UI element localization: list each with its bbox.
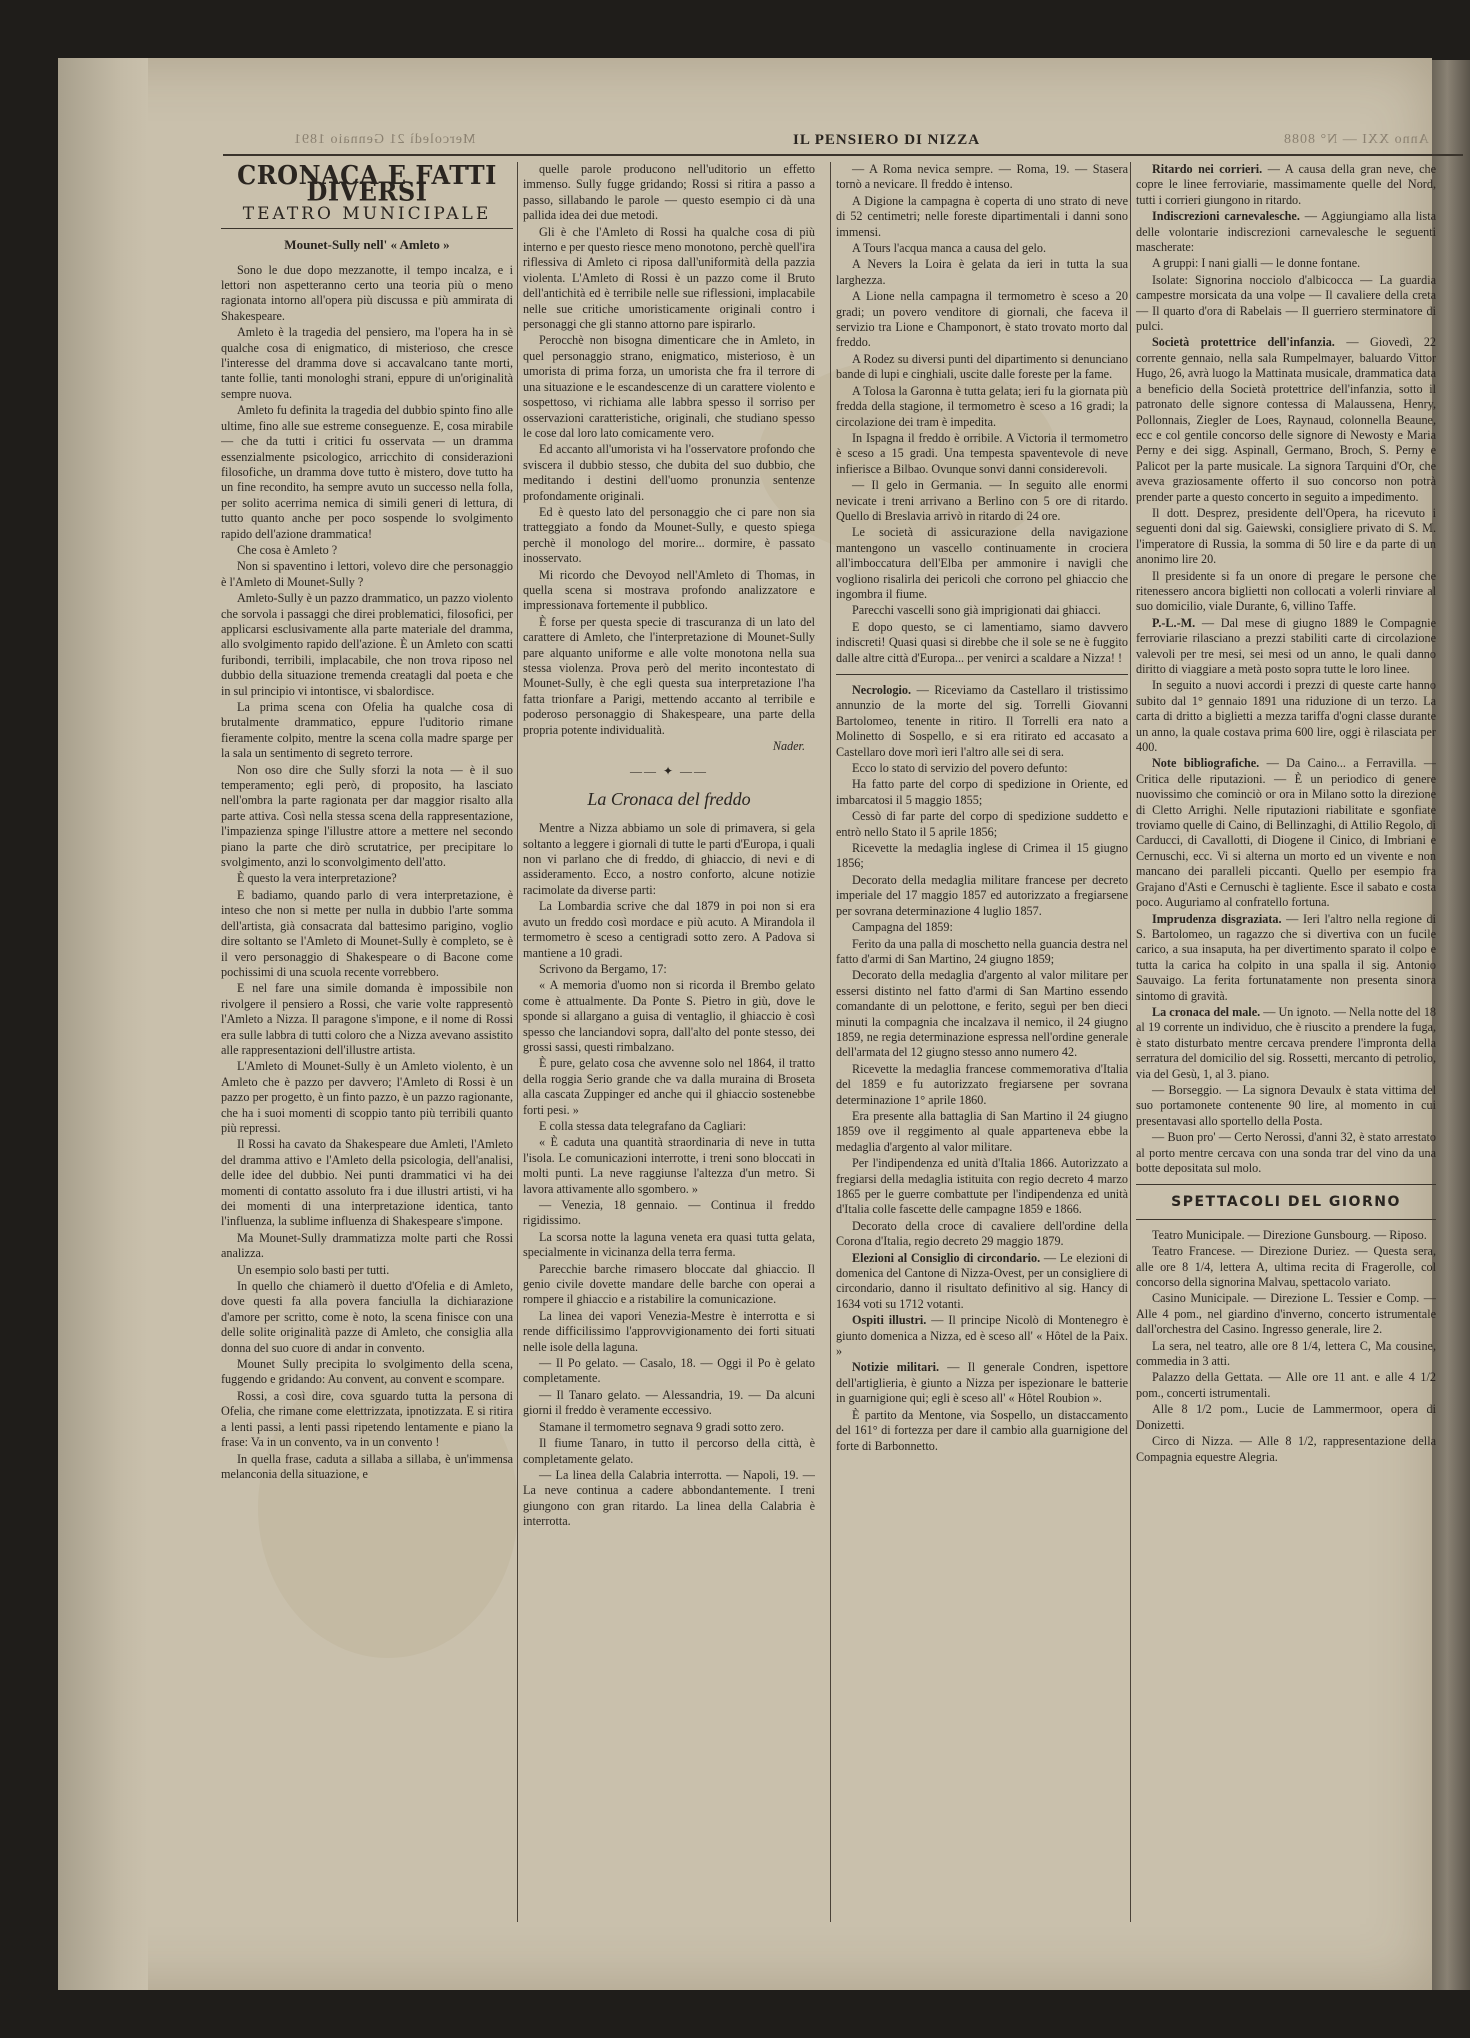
item-lead: Necrologio. xyxy=(852,683,912,697)
item-lead: Imprudenza disgraziata. xyxy=(1152,911,1282,926)
item-text: — A causa della gran neve, che copre le linee ferroviarie, massimamente quelle del Nord, tutti i corrieri giungono in ritardo. xyxy=(1136,162,1436,207)
paragraph: — La linea della Calabria interrotta. — Napoli, 19. — La neve continua a cadere abbondantemente. I treni giungono con gran ritardo. La linea della Calabria è interrotta. xyxy=(523,1467,815,1529)
column-4 xyxy=(1136,162,1436,1922)
paragraph: Teatro Municipale. — Direzione Gunsbourg. — Riposo. xyxy=(1152,1227,1427,1242)
paragraph: È pure, gelato cosa che avvenne solo nel 1864, il tratto della roggia Serio grande che va dalla muraina di Broseta alla cascata Zuppinger ed anche qui il ghiaccio sostenebbe forti pesi. » xyxy=(523,1056,815,1117)
column-rule xyxy=(830,162,831,1922)
news-item-cont: — Borseggio. — La signora Devaulx è stata vittima del suo portamonete contenente 90 lire, al momento in cui presentavasi allo sportello della Posta. xyxy=(1136,1082,1436,1128)
item-lead: Ospiti illustri. xyxy=(852,1313,927,1328)
paragraph: E badiamo, quando parlo di vera interpretazione, è inteso che non si mette per nulla in dubbio l'arte somma dell'artista, già consacrata dal battesimo parigino, voglio dire soltanto se l'Amleto di Mounet-Sully è completo, se è il vero personaggio di Shakespeare o di Bacone come pochissimi di una scuola recente vorrebbero. xyxy=(221,887,513,979)
news-item xyxy=(836,1251,1128,1313)
paragraph: La prima scena con Ofelia ha qualche cosa di brutalmente drammatico, eppure l'uditorio rimane fieramente colpito, mentre la scena colla madre sparge per la sala un sentimento di segreto terrore. xyxy=(221,700,513,761)
paragraph: Scrivono da Bergamo, 17: xyxy=(539,961,667,976)
paragraph: Ha fatto parte del corpo di spedizione in Oriente, ed imbarcatosi il 5 maggio 1855; xyxy=(836,777,1128,807)
paragraph: Amleto fu definita la tragedia del dubbio spinto fino alle ultime, fino alle sue estreme conseguenze. E, cosa mirabile — che da tutti i critici fu osservata — un dramma essenzialmente psicologico, arricchito di considerazioni filosofiche, un dramma dove tutto è mistero, dove tutto ha un fine recondito, ha sempre avuto un successo nella folla, per solito acerrima nemica di simili generi di lettura, di tutto quanto anche per poco sospende lo svolgimento rapido dell'azione drammatica! xyxy=(221,403,513,541)
article-title: Mounet-Sully nell' « Amleto » xyxy=(284,237,450,253)
paragraph: Ed è questo lato del personaggio che ci pare non sia tratteggiato a fondo da Mounet-Sully, e questo spiega perchè il monologo del morire... dormire, è passato inosservato. xyxy=(523,504,815,566)
news-item xyxy=(1136,1005,1436,1082)
paragraph: Gli è che l'Amleto di Rossi ha qualche cosa di più interno e per questo riesce meno monotono, perchè quell'ira riflessiva di Amleto ci riposa dall'uniformità della pazzia violenta. L'Amleto di Rossi è un pazzo come il Bruto dell'antichità ed è terribile nelle sue riflessioni, implacabile nelle sue critiche umoristicamente originali contro i personaggi che gli stanno attorno pare ispirarlo. xyxy=(523,224,815,332)
paragraph: Stamane il termometro segnava 9 gradi sotto zero. xyxy=(539,1419,785,1434)
article-body xyxy=(836,162,1128,666)
item-lead: Società protettrice dell'infanzia. xyxy=(1152,335,1335,350)
news-item-cont: È partito da Mentone, via Sospello, un distaccamento del 161° di fortezza per dare il cambio alla guarnigione del forte di Barbonnetto. xyxy=(836,1407,1128,1453)
item-text: — Ieri l'altro nella regione di S. Bartolomeo, un ragazzo che si divertiva con un fucile carico, a sua insaputa, ha per divertimento sparato il colpo e tutta la carica ha colpito in una spalla il sig. Antonio Sauvaigo. La ferita fortunatamente non presenta sinora sintomo di gravità. xyxy=(1136,911,1436,1003)
news-item xyxy=(1136,209,1436,255)
divider xyxy=(1136,1219,1436,1220)
column-3 xyxy=(836,162,1128,1922)
divider xyxy=(836,674,1128,675)
running-head-date: Mercoledì 21 Gennaio 1891 xyxy=(293,132,476,147)
paragraph: La Lombardia scrive che dal 1879 in poi non si era avuto un freddo così mordace e più acuto. A Mirandola il termometro è sceso a centigradi sotto zero. A Padova si mantiene a 10 gradi. xyxy=(523,899,815,960)
paragraph: Casino Municipale. — Direzione L. Tessier e Comp. — Alle 4 pom., nel giardino d'inverno, concerto istrumentale dall'orchestra del Casino. Ingresso generale, lire 2. xyxy=(1136,1291,1436,1337)
article-body xyxy=(836,761,1128,1250)
paragraph: Decorato della medaglia d'argento al valor militare per essersi distinto nel fatto d'armi di San Martino essendo comandante di un pelottone, e ferito, seguì per ben dieci minuti la compagnia che incalzava il nemico, il 24 giugno 1859, ne regia determinazione espressa nell'ordine generale dell'armata del 12 giugno stesso anno numero 42. xyxy=(836,968,1128,1060)
item-text: — Da Caino... a Ferravilla. — Critica delle riputazioni. — È un periodico di genere nuovissimo che cominciò or ora in Milano sotto la direzione di Cletto Arrighi. Nelle riputazioni riabilitate e sgonfiate troviamo quelle di Caino, di Bellinzaghi, di Attilio Regolo, di Carducci, di Cavallotti, di Diogene il Cinico, di Imbriani e Cernuschi, ecc. Vi si alterna un morto ed un vivente e non mancano dei paralleli piccanti. Quello per esempio fra Grajano d'Asti e Cernuschi è tagliente. Esce il sabato e costa poco. Auguriamo al confratello fortuna. xyxy=(1136,756,1436,910)
paragraph: Per l'indipendenza ed unità d'Italia 1866. Autorizzato a fregiarsi della medaglia istituita con regio decreto 4 marzo 1865 per le guerre combattute per l'indipendenza ed unità d'Italia colle fascette delle campagne 1859 e 1866. xyxy=(836,1156,1128,1217)
column-rule xyxy=(517,162,518,1922)
item-text: — Il generale Condren, ispettore dell'artiglieria, è giunto a Nizza per ispezionare le batterie in guarnigione qui; egli è sceso all' « Hôtel Roubion ». xyxy=(836,1360,1128,1406)
paragraph: Un esempio solo basti per tutti. xyxy=(237,1262,390,1277)
paragraph: Palazzo della Gettata. — Alle ore 11 ant. e alle 4 1/2 pom., concerti istrumentali. xyxy=(1136,1370,1436,1400)
cold-chronicle-title: La Cronaca del freddo xyxy=(587,788,751,809)
news-item xyxy=(1136,912,1436,1004)
paragraph: Decorato della croce di cavaliere dell'ordine della Corona d'Italia, regio decreto 29 maggio 1879. xyxy=(836,1218,1128,1249)
news-item xyxy=(836,1360,1128,1406)
column-2 xyxy=(523,162,815,1922)
column-1 xyxy=(221,162,513,1922)
news-item-cont: Il dott. Desprez, presidente dell'Opera, ha ricevuto i seguenti doni dal sig. Gaiewski, consigliere privato di S. M. l'imperatore di Russia, la somma di 50 lire e da parte di un anonimo lire 20. xyxy=(1136,505,1436,567)
section-subtitle: TEATRO MUNICIPALE xyxy=(221,207,513,229)
paragraph: Mentre a Nizza abbiamo un sole di primavera, si gela soltanto a leggere i giornali di tutte le parti d'Europa, i quali non vi parlano che di freddo, di ghiaccio, di nevi e di assideramento. Ecco, a nostro conforto, alcune notizie racimolate da diverse parti: xyxy=(523,821,815,897)
paragraph: In quella frase, caduta a sillaba a sillaba, è un'immensa melanconia della situazione, e xyxy=(221,1451,513,1481)
section-title: CRONACA E FATTI DIVERSI xyxy=(237,162,497,208)
news-item xyxy=(1136,335,1436,504)
item-lead: Note bibliografiche. xyxy=(1152,756,1260,771)
article-body xyxy=(221,263,513,1483)
paragraph: In Ispagna il freddo è orribile. A Victoria il termometro è sceso a 15 gradi. Una tempesta spaventevole di neve infierisce a Bilbao. Ovunque sonvi danni considerevoli. xyxy=(836,430,1128,476)
paragraph: « È caduta una quantità straordinaria di neve in tutta l'isola. Le comunicazioni interrotte, i treni sono bloccati in molti punti. La neve raggiunse l'altezza d'un metro. Si lavora attivamente allo sgombero. » xyxy=(523,1135,815,1196)
paragraph: E dopo questo, se ci lamentiamo, siamo davvero indiscreti! Quasi quasi si direbbe che il sole se ne è fuggito dalle altre città d'Europa... per venirci a scaldare a Nizza! ! xyxy=(836,619,1128,665)
paragraph: Il fiume Tanaro, in tutto il percorso della città, è completamente gelato. xyxy=(523,1436,815,1466)
paragraph: È forse per questa specie di trascuranza di un lato del carattere di Amleto, che l'interpretazione di Mounet-Sully pare alquanto uniforme e alle volte monotona nella sua stessa violenza. Prova però del merito incontestato di Mounet-Sully, è che egli questa sua interpretazione l'ha fatta trionfare a Parigi, mettendo accanto al terribile e poderoso personaggio di Shakespeare, una parte della propria potente individualità. xyxy=(523,614,815,737)
paragraph: La scorsa notte la laguna veneta era quasi tutta gelata, specialmente in vicinanza della terra ferma. xyxy=(523,1229,815,1260)
news-item xyxy=(1136,616,1436,678)
news-item-cont: A gruppi: I nani gialli — le donne fontane. xyxy=(1152,256,1361,271)
paragraph: La sera, nel teatro, alle ore 8 1/4, lettera C, Ma cousine, commedia in 3 atti. xyxy=(1136,1338,1436,1369)
newspaper-page xyxy=(58,58,1436,1990)
paragraph: Non si spaventino i lettori, volevo dire che personaggio è l'Amleto di Mounet-Sully ? xyxy=(221,559,513,589)
spettacoli-heading: SPETTACOLI DEL GIORNO xyxy=(1171,1194,1401,1211)
running-head-issue: Anno XXI — N° 8088 xyxy=(1283,132,1429,147)
paragraph: Ed accanto all'umorista vi ha l'osservatore profondo che sviscera il dubbio stesso, che dubita del suo dubbio, che meditando i destini dell'uomo pronunzia sentenze profondamente originali. xyxy=(523,442,815,503)
paragraph: Era presente alla battaglia di San Martino il 24 giugno 1859 ove il reggimento al quale apparteneva ebbe la medaglia d'argento al valor militare. xyxy=(836,1108,1128,1154)
paragraph: Il Rossi ha cavato da Shakespeare due Amleti, l'Amleto del dramma attivo e l'Amleto della psicologia, dell'analisi, delle idee del dubbio. Nei punti drammatici vi ha dei momenti di contatto assoluto fra i due illustri artisti, vi ha dei momenti di una interpretazione identica, tanto l'influenza, la sublime influenza di Shakespeare s'impone. xyxy=(221,1137,513,1229)
paragraph: — Il gelo in Germania. — In seguito alle enormi nevicate i treni arrivano a Berlino con 5 ore di ritardo. Quello di Breslavia arrivò in ritardo di 24 ore. xyxy=(836,478,1128,523)
paragraph: Circo di Nizza. — Alle 8 1/2, rappresentazione della Compagnia equestre Alegria. xyxy=(1136,1434,1436,1464)
item-text: — Le elezioni di domenica del Cantone di Nizza-Ovest, per un consigliere di circondario, danno il risultato definitivo al sig. Hancy di 1634 voti su 1712 votanti. xyxy=(836,1250,1128,1311)
paragraph: Sono le due dopo mezzanotte, il tempo incalza, e i lettori non aspetteranno certo una teoria più o meno ragionata intorno all'opera più discussa e più ammirata di Shakespeare. xyxy=(221,262,513,323)
paragraph: Perocchè non bisogna dimenticare che in Amleto, in quel personaggio strano, enigmatico, misterioso, è un umorista di prima forza, un umorista che fra il terrore di una situazione e le escandescenze di un carattere violento e sospettoso, vi richiama alle labbra spesso il sorriso per osservazioni caratteristiche, originali, che studiano spesso le cose dal loro lato comicamente vero. xyxy=(523,333,815,440)
paragraph: Amleto-Sully è un pazzo drammatico, un pazzo violento che sorvola i passaggi che direi problematici, filosofici, per applicarsi esclusivamente alla parte materiale del dramma, allo svolgimento rapido dell'azione. È un Amleto con scatti furibondi, terribili, implacabile, che non trova riposo nel dubbio della situazione tremenda creatagli dal poeta e che in sul principio vi intontisce, vi sbalordisce. xyxy=(221,591,513,698)
newspaper-title: IL PENSIERO DI NIZZA xyxy=(793,132,981,148)
next-page-edge xyxy=(1432,60,1470,1990)
article-signature: Nader. xyxy=(772,739,805,754)
item-lead: P.-L.-M. xyxy=(1152,615,1196,630)
paragraph: Ecco lo stato di servizio del povero defunto: xyxy=(852,761,1068,776)
paragraph: A Lione nella campagna il termometro è sceso a 20 gradi; un povero venditore di giornali, che faceva il servizio tra Lione e Champonort, è stato trovato morto dal freddo. xyxy=(836,289,1128,350)
paragraph: Le società di assicurazione della navigazione mantengono un vascello continuamente in crociera all'imboccatura dell'Elba per ammonire i navigli che vogliono risalirla dei pericoli che corrono pel ghiaccio che ingombra il fiume. xyxy=(836,525,1128,601)
paragraph: A Rodez su diversi punti del dipartimento si denunciano bande di lupi e cinghiali, uscite dalle foreste per la fame. xyxy=(836,351,1128,382)
item-lead: Notizie militari. xyxy=(852,1360,940,1375)
paragraph: — A Roma nevica sempre. — Roma, 19. — Stasera tornò a nevicare. Il freddo è intenso. xyxy=(836,162,1128,192)
item-text: — Riceviamo da Castellaro il tristissimo annunzio de la morte del sig. Torrelli Giovanni Bartolomeo, tenente in ritiro. Il Torrelli era nato a Molinetto di Sospello, e si era ritirato ed accasato a Castellaro dove morì ieri l'altro alle sei di sera. xyxy=(836,683,1128,759)
news-item xyxy=(1136,756,1436,910)
paragraph: — Il Po gelato. — Casalo, 18. — Oggi il Po è gelato completamente. xyxy=(523,1356,815,1386)
paragraph: L'Amleto di Mounet-Sully è un Amleto violento, è un Amleto che è pazzo per davvero; l'Amleto di Rossi è un pazzo per progetto, è un finto pazzo, è un pazzo ragionante, che ha i suoi momenti di scoppio tanto più terribili quanto più repressi. xyxy=(221,1059,513,1135)
paragraph: « A memoria d'uomo non si ricorda il Brembo gelato come è attualmente. Da Ponte S. Pietro in giù, dove le sponde si allargano a guisa di ventaglio, il ghiaccio è così spesso che lanciandovi sopra, dall'alto del ponte stesso, dei grossi sassi, questi rimbalzano. xyxy=(523,978,815,1054)
news-item xyxy=(1136,162,1436,208)
news-item-cont: — Buon pro' — Certo Nerossi, d'anni 32, è stato arrestato al porto mentre cercava con una sonda trar del vino da una botte depositata sul molo. xyxy=(1136,1130,1436,1175)
column-rule xyxy=(1130,162,1131,1922)
paragraph: Campagna del 1859: xyxy=(852,920,953,935)
item-text: — Giovedì, 22 corrente gennaio, nella sala Rumpelmayer, baluardo Vittor Hugo, 26, avrà luogo la Mattinata musicale, drammatica data a beneficio della Società protettrice dell'infanzia, sotto il patronato delle signore contessa di Malaussena, Henry, Pollonnais, Ziegler de Loes, Raynaud, colonnella Beaune, ecc e col gentile concorso delle signore di Newosty e Maria Perny e dei sigg. Aspinall, Germano, Broch, S. Perny e Palicot per la parte musicale. La signora Tarquini d'Or, che aveva graziosamente offerto il suo concorso non potrà prender parte a questo concerto in seguito a impedimento. xyxy=(1136,335,1436,504)
divider xyxy=(1136,1184,1436,1185)
paragraph: Parecchi vascelli sono già imprigionati dai ghiacci. xyxy=(852,603,1101,618)
paragraph: E nel fare una simile domanda è impossibile non rivolgere il pensiero a Rossi, che varie volte rappresentò l'Amleto a Nizza. Il paragone s'impone, e il nome di Rossi era sulle labbra di tutti coloro che a Nizza avevano assistito alle rappresentazioni dell'illustre artista. xyxy=(221,981,513,1057)
news-item-cont: In seguito a nuovi accordi i prezzi di queste carte hanno subito dal 1° gennaio 1891 una riduzione di un terzo. La carta di dritto a biglietti a mezza tariffa d'ogni classe durante un anno, la quale costava prima 600 lire, oggi è rilasciata per 400. xyxy=(1136,678,1436,755)
article-body xyxy=(523,162,815,738)
article-body xyxy=(523,821,815,1529)
news-item-cont: Isolate: Signorina nocciolo d'albicocca — La guardia campestre morsicata da una volpe — Il cavaliere della creta — Il quarto d'ora di Rabelais — Il guerriero sterminatore di pulci. xyxy=(1136,272,1436,334)
paragraph: Decorato della medaglia militare francese per decreto imperiale del 17 maggio 1857 ed autorizzato a fregiarsene per sovrana determinazione 4 luglio 1857. xyxy=(836,872,1128,918)
paragraph: In quello che chiamerò il duetto d'Ofelia e di Amleto, dove questi fa alla povera fanciulla la dichiarazione d'amore per scritto, come è noto, la scena finisce con una delle solite originalità pazze di Amleto, che consiglia alla donna del suo cuore di andar in convento. xyxy=(221,1279,513,1355)
ornament-divider: —— ✦ —— xyxy=(629,764,709,779)
paragraph: Cessò di far parte del corpo di spedizione suddetto e entrò nello Stato il 5 aprile 1856; xyxy=(836,809,1128,839)
necrology-item xyxy=(836,683,1128,760)
item-text: — Aggiungiamo alla lista delle volontarie indiscrezioni carnevalesche le seguenti mascherate: xyxy=(1136,209,1436,255)
paragraph: Non oso dire che Sully sforzi la nota — è il suo temperamento; egli però, di proposito, ha lasciato nell'ombra la parte ragionata per dar maggior risalto alla parte attiva. Così nella stessa scena della rappresentazione, l'impazienza spinge l'illustre attore a mettere nel secondo piano la parte che dirò scrutatrice, per precipitare lo svolgimento, anzi lo sconvolgimento dell'atto. xyxy=(221,762,513,870)
paragraph: Parecchie barche rimasero bloccate dal ghiaccio. Il genio civile dovette mandare delle barche con operai a rompere il ghiaccio e a ristabilire la comunicazione. xyxy=(523,1261,815,1307)
running-head xyxy=(223,128,1463,156)
spettacoli-list xyxy=(1136,1228,1436,1465)
paragraph: Amleto è la tragedia del pensiero, ma l'opera ha in sè qualche cosa di enigmatico, di misterioso, che cresce l'interesse del dramma dove si accavalcano tante morti, tante follie, tanti monologhi strani, eppure di un'originalità sempre nuova. xyxy=(221,325,513,401)
paragraph: — Venezia, 18 gennaio. — Continua il freddo rigidissimo. xyxy=(523,1198,815,1228)
news-item-cont: Il presidente si fa un onore di pregare le persone che ritenessero ancora biglietti non collocati a volerli rinviare al suo domicilio, viale Durante, 6, villino Taffe. xyxy=(1136,568,1436,614)
paragraph: quelle parole producono nell'uditorio un effetto immenso. Sully fugge gridando; Rossi si ritira a passo a passo, sillabando le parole — questo esempio ci dà una pallida idea dei due metodi. xyxy=(523,162,815,223)
item-lead: Ritardo nei corrieri. xyxy=(1152,162,1263,176)
paragraph: È questo la vera interpretazione? xyxy=(237,871,397,886)
paragraph: A Digione la campagna è coperta di uno strato di neve di 52 centimetri; nelle foreste dipartimentali i danni sono immensi. xyxy=(836,193,1128,239)
paragraph: Rossi, a così dire, cova sguardo tutta la persona di Ofelia, che rimane come elettrizzata, ipnotizzata. E si ritira a lenti passi, a lenti passi ripetendo lentamente e piano la frase: Va in un convento, va in un convento ! xyxy=(221,1388,513,1450)
paragraph: Ricevette la medaglia inglese di Crimea il 15 giugno 1856; xyxy=(836,841,1128,871)
paragraph: Ricevette la medaglia francese commemorativa d'Italia del 1859 e fu autorizzato fregiarsene per sovrana determinazione 1° aprile 1860. xyxy=(836,1061,1128,1107)
item-lead: La cronaca del male. xyxy=(1152,1004,1261,1019)
news-item xyxy=(836,1313,1128,1359)
paragraph: — Il Tanaro gelato. — Alessandria, 19. — Da alcuni giorni il freddo è veramente eccessivo. xyxy=(523,1387,815,1418)
paragraph: Ma Mounet-Sully drammatizza molte parti che Rossi analizza. xyxy=(221,1230,513,1261)
paragraph: Mi ricordo che Devoyod nell'Amleto di Thomas, in quella scena si mostrava profondo analizzatore e impressionava fortemente il pubblico. xyxy=(523,567,815,613)
paragraph: A Tolosa la Garonna è tutta gelata; ieri fu la giornata più fredda della stagione, il termometro è sceso a 16 gradi; la circolazione dei tram è impedita. xyxy=(836,383,1128,429)
item-lead: Elezioni al Consiglio di circondario. xyxy=(852,1250,1041,1265)
paragraph: Ferito da una palla di moschetto nella guancia destra nel fatto d'armi di San Martino, 24 giugno 1859; xyxy=(836,936,1128,966)
item-text: — Un ignoto. — Nella notte del 18 al 19 corrente un individuo, che è riuscito a prendere la fuga, è stato disturbato mentre cercava prendere l'impronta della serratura del domicilio del sig. Rossetti, mercanto di petrolio, via del Gesù, 1, al 3. piano. xyxy=(1136,1004,1436,1081)
paragraph: La linea dei vapori Venezia-Mestre è interrotta e si rende difficilissimo l'approvvigionamento dei forti situati nelle isole della laguna. xyxy=(523,1308,815,1354)
item-text: — Dal mese di giugno 1889 le Compagnie ferroviarie rilasciano a prezzi stabiliti carte di circolazione valevoli per tre mesi, sei mesi od un anno, le quali danno diritto di viaggiare a metà posto sopra tutte le loro linee. xyxy=(1136,615,1436,676)
item-text: — Il principe Nicolò di Montenegro è giunto domenica a Nizza, ed è sceso all' « Hôtel de la Paix. » xyxy=(836,1313,1128,1359)
paragraph: Che cosa è Amleto ? xyxy=(237,542,338,557)
page-gutter xyxy=(58,58,148,1990)
paragraph: E colla stessa data telegrafano da Cagliari: xyxy=(539,1118,747,1133)
paragraph: Alle 8 1/2 pom., Lucie de Lammermoor, opera di Donizetti. xyxy=(1136,1402,1436,1432)
paragraph: Teatro Francese. — Direzione Duriez. — Questa sera, alle ore 8 1/4, lettera A, ultima recita di Fragerolle, col concorso della signorina Malvau, spettacolo variato. xyxy=(1136,1244,1436,1290)
paragraph: A Nevers la Loira è gelata da ieri in tutta la sua larghezza. xyxy=(836,257,1128,287)
item-lead: Indiscrezioni carnevalesche. xyxy=(1152,209,1300,224)
paragraph: Mounet Sully precipita lo svolgimento della scena, fuggendo e gridando: Au convent, au convent e scompare. xyxy=(221,1357,513,1387)
paragraph: A Tours l'acqua manca a causa del gelo. xyxy=(852,241,1047,256)
